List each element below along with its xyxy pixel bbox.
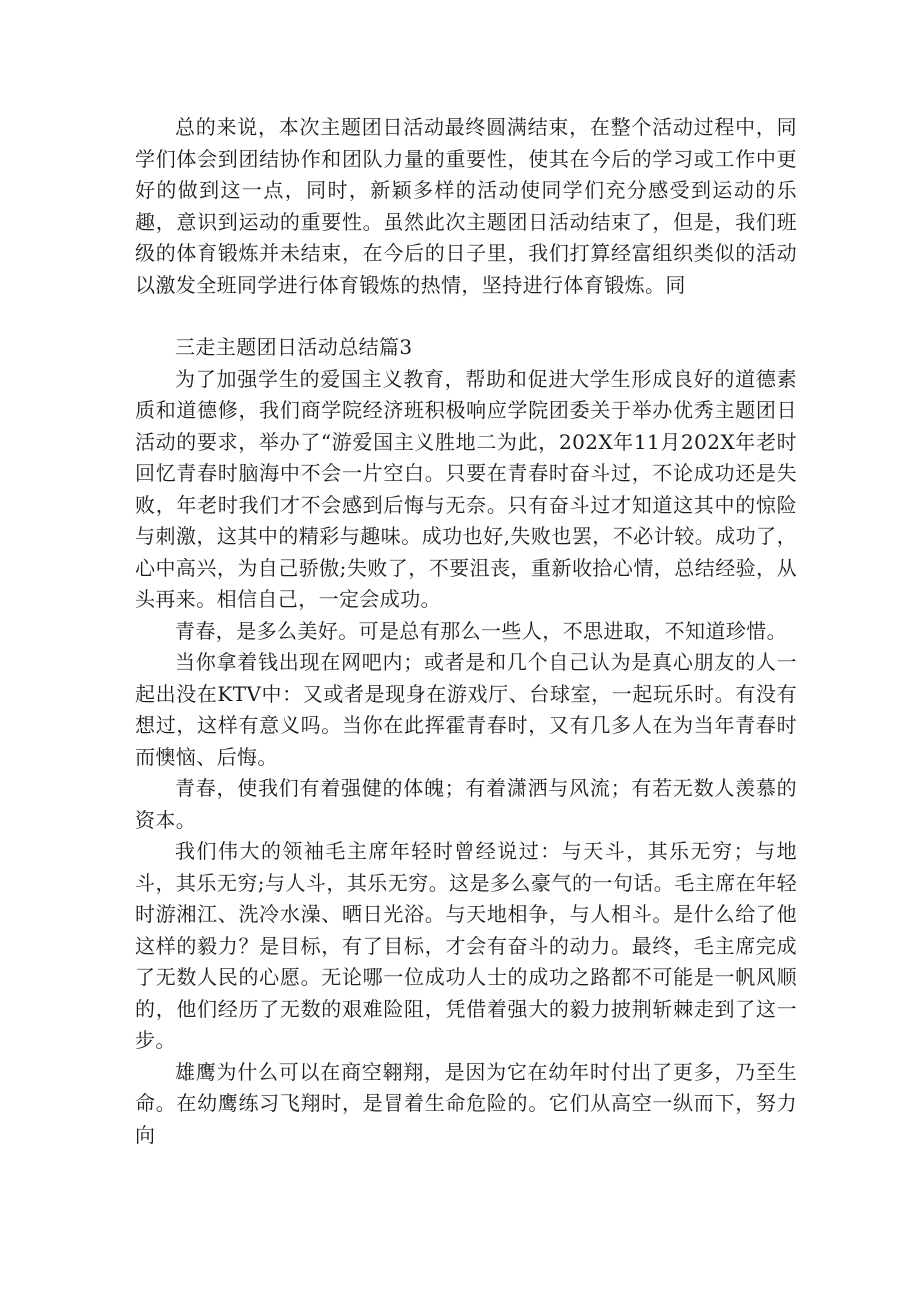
paragraph-summary: 总的来说，本次主题团日活动最终圆满结束，在整个活动过程中，同学们体会到团结协作和团队力量的重要性，使其在今后的学习或工作中更好的做到这一点，同时，新颖多样的活动使同学们充分感受到运动的乐趣，意识到运动的重要性。虽然此次主题团日活动结束了，但是，我们班级的体育锻炼并未结束，在今后的日子里，我们打算经富组织类似的活动以激发全班同学进行体育锻炼的热情，坚持进行体育锻炼。同	[135, 115, 797, 297]
paragraph-patriotic-education: 为了加强学生的爱国主义教育，帮助和促进大学生形成良好的道德素质和道德修，我们商学院经济班积极响应学院团委关于举办优秀主题团日活动的要求，举办了“游爱国主义胜地二为此，202X年11月202X年老时回忆青春时脑海中不会一片空白。只要在青春时奋斗过，不论成功还是失败，年老时我们才不会感到后悔与无奈。只有奋斗过才知道这其中的惊险与刺激，这其中的精彩与趣味。成功也好,失败也罢，不必计较。成功了，心中高兴，为自己骄傲;失败了，不要沮丧，重新收拾心情，总结经验，从头再来。相信自己，一定会成功。	[135, 366, 797, 611]
paragraph-youth-strength: 青春，使我们有着强健的体魄；有着潇洒与风流；有若无数人羡慕的资本。	[135, 776, 797, 832]
paragraph-internet-cafe: 当你拿着钱出现在网吧内；或者是和几个自己认为是真心朋友的人一起出没在KTV中：又或者是现身在游戏厅、台球室，一起玩乐时。有没有想过，这样有意义吗。当你在此挥霍青春时，又有几多人在为当年青春时而懊恼、后悔。	[135, 650, 797, 769]
paragraph-chairman-mao: 我们伟大的领袖毛主席年轻时曾经说过：与天斗，其乐无穷；与地斗，其乐无穷;与人斗，其乐无穷。这是多么豪气的一句话。毛主席在年轻时游湘江、洗冷水澡、晒日光浴。与天地相争，与人相斗。是什么给了他这样的毅力？是目标，有了目标，才会有奋斗的动力。最终，毛主席完成了无数人民的心愿。无论哪一位成功人士的成功之路都不可能是一帆风顺的，他们经历了无数的艰难险阻，凭借着强大的毅力披荆斩棘走到了这一步。	[135, 839, 797, 1052]
document-body	[135, 112, 797, 1151]
paragraph-gap	[135, 301, 797, 332]
paragraph-eagle: 雄鹰为什么可以在商空翱翔，是因为它在幼年时付出了更多，乃至生命。在幼鹰练习飞翔时，是冒着生命危险的。它们从高空一纵而下，努力向	[135, 1059, 797, 1147]
section-heading: 三走主题团日活动总结篇3	[175, 335, 413, 359]
paragraph-youth-beautiful: 青春，是多么美好。可是总有那么一些人，不思进取，不知道珍惜。	[175, 618, 787, 643]
